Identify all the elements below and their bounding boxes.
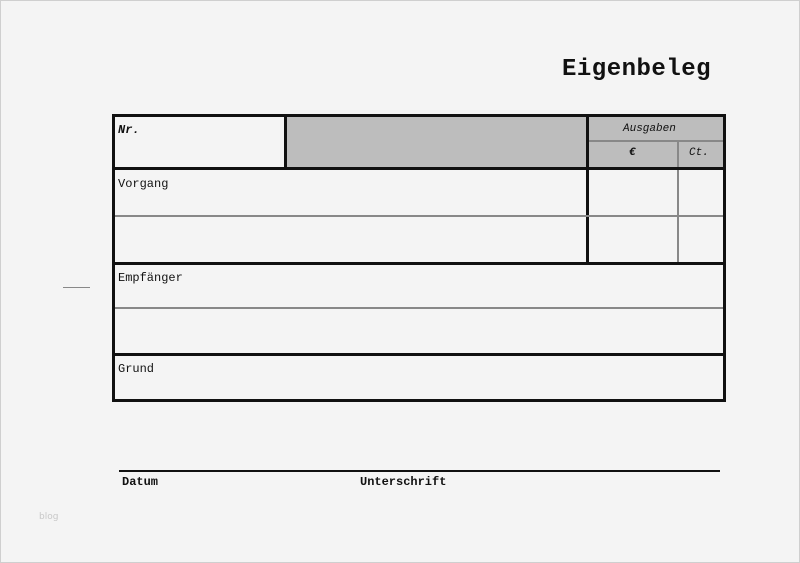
- vorgang-euro-field-1[interactable]: [589, 170, 677, 215]
- cent-label: Ct.: [689, 147, 709, 159]
- fold-mark: [63, 287, 90, 288]
- vorgang-label: Vorgang: [118, 177, 169, 191]
- ausgaben-label: Ausgaben: [623, 123, 676, 135]
- vorgang-cent-field-2[interactable]: [679, 217, 723, 262]
- nr-label: Nr.: [118, 123, 140, 137]
- cent-header: [679, 142, 723, 167]
- gray-header-block: [287, 117, 586, 167]
- empfaenger-field-2[interactable]: [115, 309, 723, 353]
- watermark: blog: [39, 512, 59, 522]
- grund-field[interactable]: [115, 356, 723, 399]
- euro-label: €: [629, 147, 636, 159]
- empfaenger-field[interactable]: [115, 265, 723, 307]
- signature-label: Unterschrift: [360, 475, 447, 489]
- vorgang-field-2[interactable]: [115, 217, 586, 262]
- grund-label: Grund: [118, 362, 155, 376]
- signature-line: [119, 470, 720, 472]
- document-title: Eigenbeleg: [562, 56, 712, 83]
- vorgang-cent-field-1[interactable]: [679, 170, 723, 215]
- nr-field[interactable]: [115, 117, 284, 167]
- date-label: Datum: [122, 475, 159, 489]
- vorgang-field[interactable]: [115, 170, 586, 215]
- vorgang-euro-field-2[interactable]: [589, 217, 677, 262]
- euro-header: [589, 142, 677, 167]
- empfaenger-label: Empfänger: [118, 271, 183, 285]
- receipt-form: [112, 114, 726, 402]
- ausgaben-header: [589, 117, 723, 140]
